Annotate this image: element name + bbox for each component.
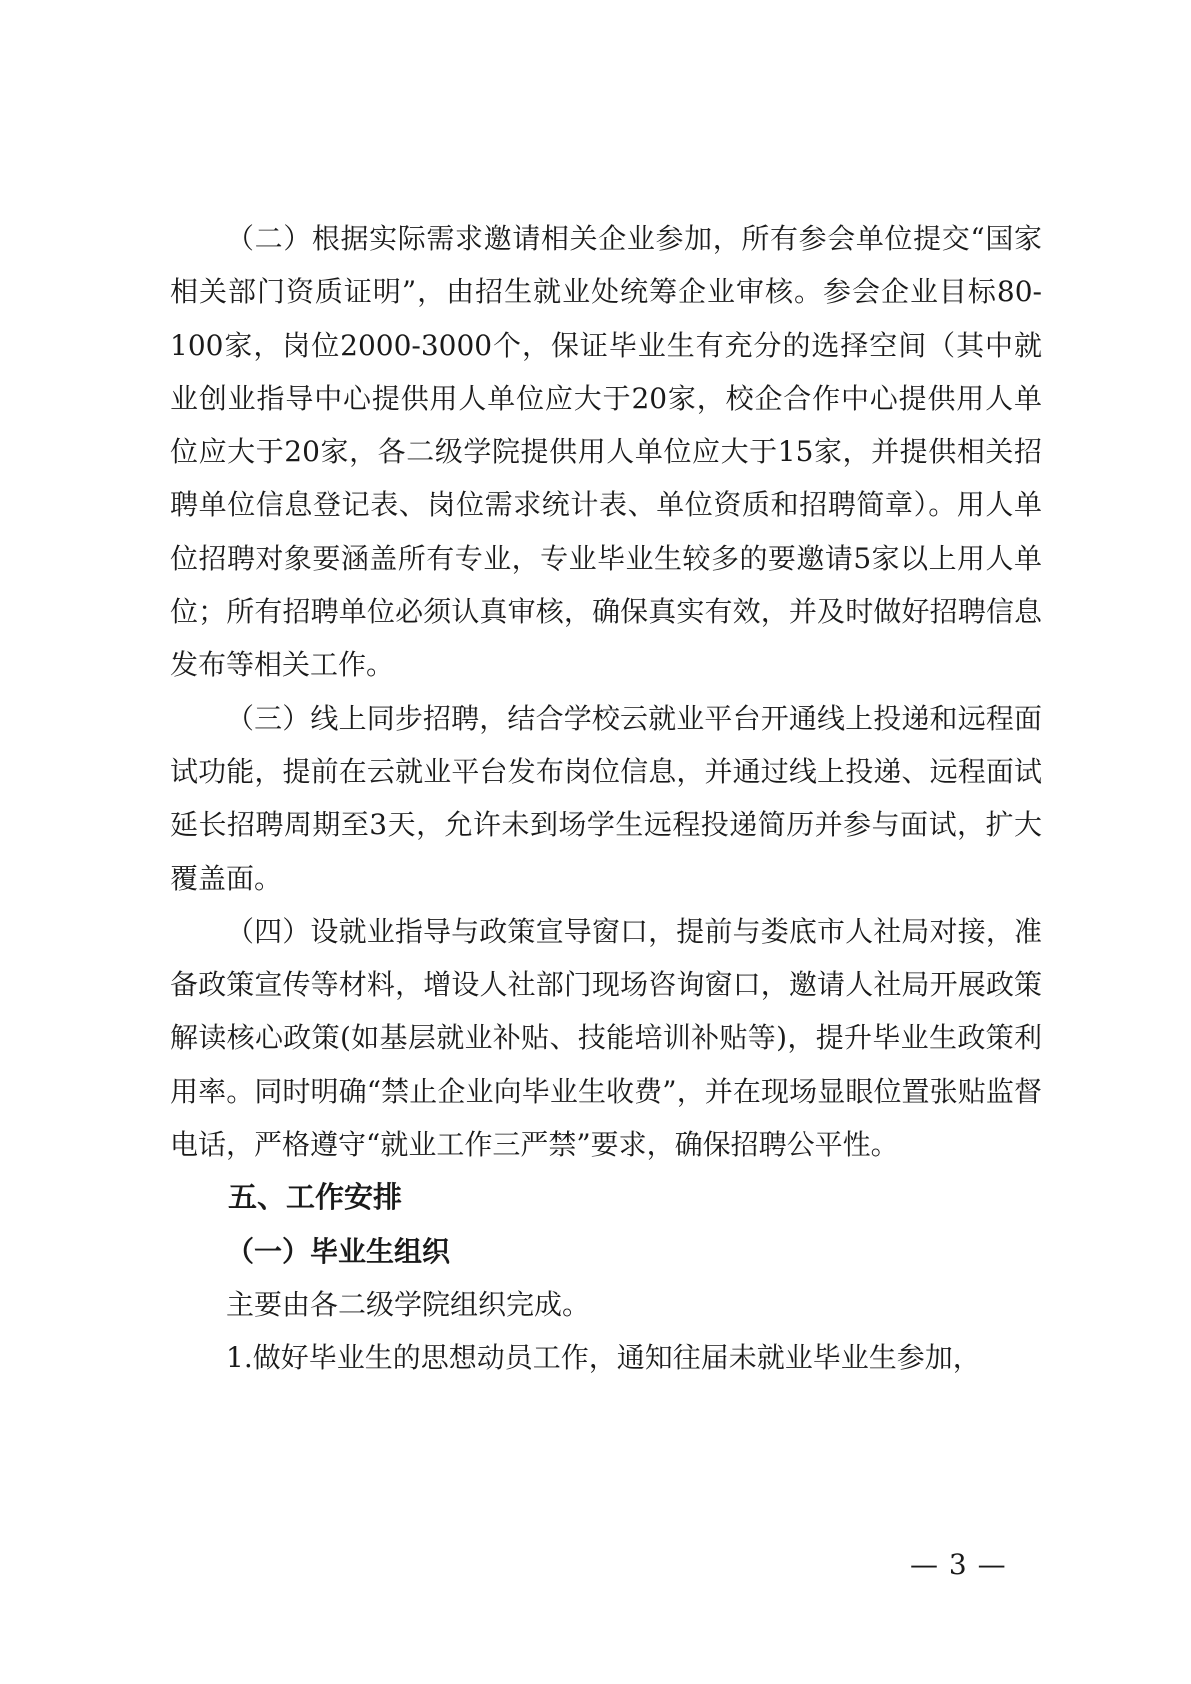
paragraph-item-1-mobilization: 1.做好毕业生的思想动员工作，通知往届未就业毕业生参加， <box>226 1341 981 1375</box>
paragraph-2-company-invitation: （二）根据实际需求邀请相关企业参加，所有参会单位提交“国家相关部门资质证明”，由招生就业处统筹企业审核。参会企业目标80-100家，岗位2000-3000个，保证毕业生有充分的选择空间（其中就业创业指导中心提供用人单位应大于20家，校企合作中心提供用人单位应大于20家，各二级学院提供用人单位应大于15家，并提供相关招聘单位信息登记表、岗位需求统计表、单位资质和招聘简章）。用人单位招聘对象要涵盖所有专业，专业毕业生较多的要邀请5家以上用人单位；所有招聘单位必须认真审核，确保真实有效，并及时做好招聘信息发布等相关工作。 <box>170 222 1042 682</box>
paragraph-4-policy-window: （四）设就业指导与政策宣导窗口，提前与娄底市人社局对接，准备政策宣传等材料，增设人社部门现场咨询窗口，邀请人社局开展政策解读核心政策(如基层就业补贴、技能培训补贴等)，提升毕业生政策利用率。同时明确“禁止企业向毕业生收费”，并在现场显眼位置张贴监督电话，严格遵守“就业工作三严禁”要求，确保招聘公平性。 <box>170 914 1042 1162</box>
section-heading-work-arrangement: 五、工作安排 <box>228 1180 403 1215</box>
document-body <box>170 212 1042 1385</box>
paragraph-organized-by-colleges: 主要由各二级学院组织完成。 <box>226 1287 591 1321</box>
paragraph-3-online-recruitment: （三）线上同步招聘，结合学校云就业平台开通线上投递和远程面试功能，提前在云就业平台发布岗位信息，并通过线上投递、远程面试延长招聘周期至3天，允许未到场学生远程投递简历并参与面试，扩大覆盖面。 <box>170 701 1042 895</box>
subsection-heading-graduate-organization: （一）毕业生组织 <box>226 1234 451 1268</box>
page-number: — 3 — <box>910 1548 1007 1581</box>
